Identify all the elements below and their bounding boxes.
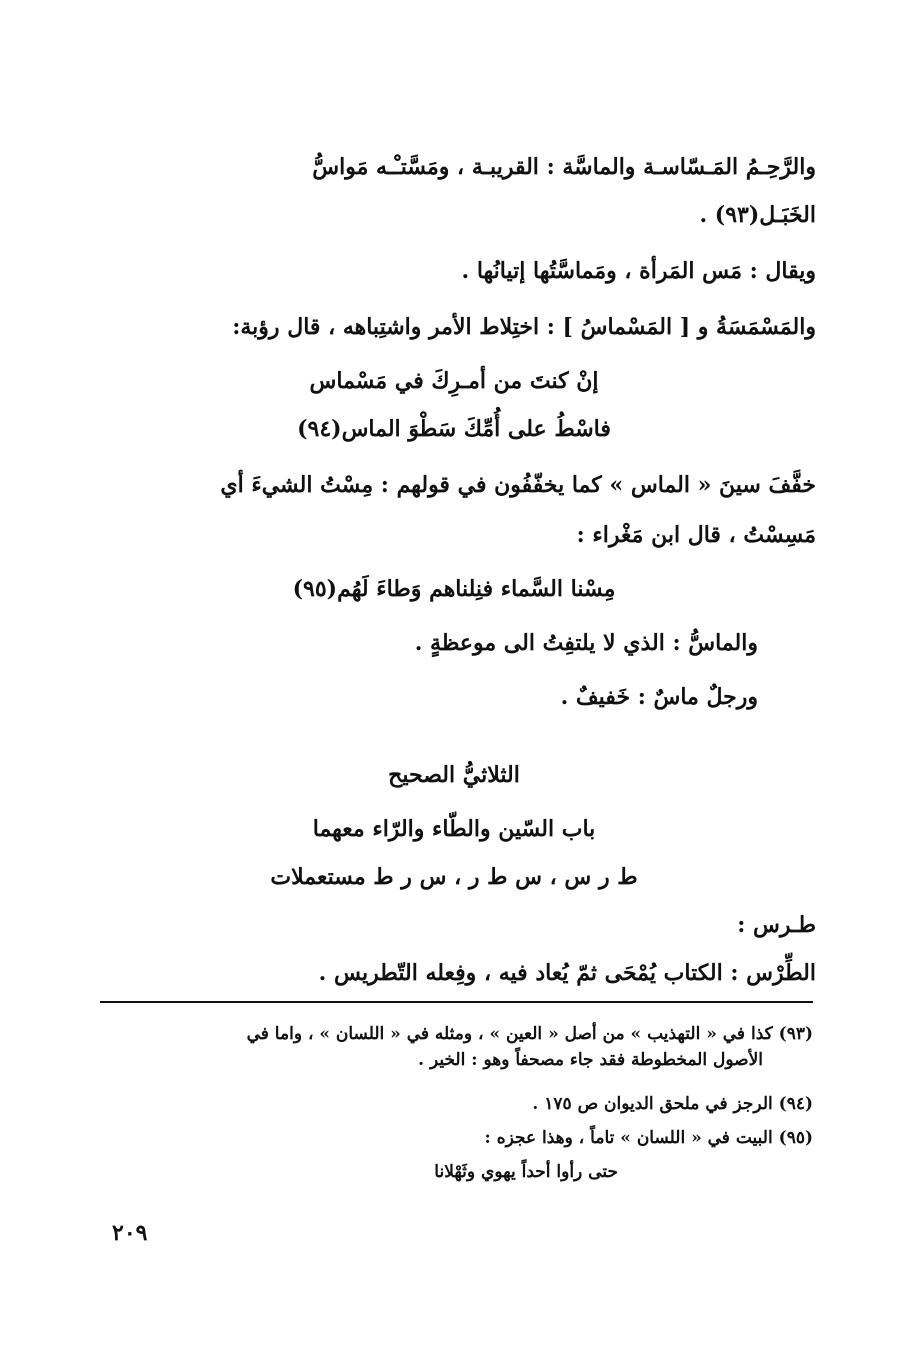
body-line-4: والمَسْمَسَةُ و [ المَسْماسُ ] : اختِلاط الأمر واشتِباهه ، قال رؤبة:	[232, 314, 816, 340]
body-line-7: والماسُّ : الذي لا يلتفِتُ الى موعظةٍ .	[414, 630, 758, 656]
entry-heading: طـرس :	[737, 912, 816, 938]
footnote-95-line-1: (٩٥) البيت في « اللسان » تاماً ، وهذا عجزه :	[484, 1128, 813, 1148]
verse-line-3: مِسْنا السَّماء فنِلناهم وَطاءَ لَهُم(٩٥)	[292, 576, 616, 602]
page-number: ٢٠٩	[112, 1220, 148, 1246]
chapter-heading: باب السّين والطّاء والرّاء معهما	[312, 816, 596, 842]
footnote-93-line-2: الأصول المخطوطة فقد جاء مصحفاً وهو : الخير .	[418, 1050, 763, 1070]
footnote-95-line-2: حتى رأوا أحداً يهوي وثَهْلانا	[434, 1162, 618, 1182]
footnote-divider	[100, 1001, 813, 1003]
footnote-94: (٩٤) الرجز في ملحق الديوان ص ١٧٥ .	[532, 1094, 813, 1114]
root-heading: ط ر س ، س ط ر ، س ر ط مستعملات	[270, 864, 638, 890]
body-line-6: مَسِسْتُ ، قال ابن مَغْراء :	[576, 522, 816, 548]
verse-line-2: فاسْطُ على أُمِّكَ سَطْوَ الماس(٩٤)	[297, 416, 611, 442]
verse-line-1: إنْ كنتَ من أمـرِكَ في مَسْماس	[309, 368, 599, 394]
body-line-3: ويقال : مَس المَرأة ، ومَماسَّتُها إتيانُها .	[461, 258, 816, 284]
body-line-8: ورجلٌ ماسٌ : خَفيفٌ .	[560, 684, 758, 710]
section-heading: الثلاثيُّ الصحيح	[388, 762, 520, 788]
body-line-5: خفَّفَ سينَ « الماس » كما يخفّفُون في قولهم : مِسْتُ الشيءَ أي	[220, 472, 816, 498]
footnote-93-line-1: (٩٣) كذا في « التهذيب » من أصل « العين » ، ومثله في « اللسان » ، واما في	[246, 1024, 813, 1044]
body-line-2: الخَبَـل(٩٣) .	[699, 202, 816, 228]
body-line-1: والرَّحِـمُ المَـسّاسـة والماسَّة : القريبـة ، ومَسَّتـْـه مَواسُّ	[312, 154, 816, 180]
body-line-9: الطِّرْس : الكتاب يُمْحَى ثمّ يُعاد فيه ، وفِعله التّطريس .	[318, 960, 816, 986]
